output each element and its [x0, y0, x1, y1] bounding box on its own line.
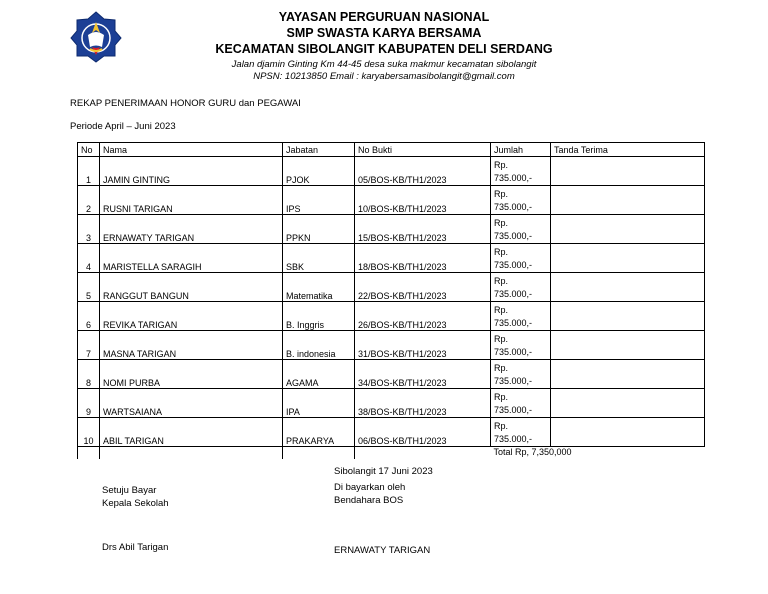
amount-value: 735.000,-: [494, 318, 533, 328]
table-row: [78, 389, 705, 418]
cell-no: 10: [78, 418, 100, 447]
table-header-row: [78, 143, 705, 157]
cell-jabatan: AGAMA: [283, 360, 355, 389]
cell-nama: NOMI PURBA: [100, 360, 283, 389]
cell-tanda-terima: [551, 418, 705, 447]
district-name: KECAMATAN SIBOLANGIT KABUPATEN DELI SERDANG: [215, 42, 553, 56]
header-tanda-terima: Tanda Terima: [551, 143, 705, 157]
cell-jumlah: [491, 157, 551, 186]
cell-jabatan: PPKN: [283, 215, 355, 244]
cell-nama: MARISTELLA SARAGIH: [100, 244, 283, 273]
cell-jumlah: [491, 215, 551, 244]
currency-label: Rp.: [494, 276, 509, 286]
amount-value: 735.000,-: [494, 347, 533, 357]
cell-jabatan: B. indonesia: [283, 331, 355, 360]
cell-no: 3: [78, 215, 100, 244]
cell-jabatan: Matematika: [283, 273, 355, 302]
currency-label: Rp.: [494, 305, 509, 315]
cell-jabatan: SBK: [283, 244, 355, 273]
cell-jumlah: [491, 186, 551, 215]
header-jumlah: Jumlah: [491, 143, 551, 157]
cell-no-bukti: 06/BOS-KB/TH1/2023: [355, 418, 491, 447]
currency-label: Rp.: [494, 218, 509, 228]
principal-title: Kepala Sekolah: [102, 498, 169, 509]
cell-nama: RANGGUT BANGUN: [100, 273, 283, 302]
honor-table: [77, 142, 705, 459]
cell-tanda-terima: [551, 273, 705, 302]
cell-jumlah: [491, 360, 551, 389]
currency-label: Rp.: [494, 160, 509, 170]
cell-jabatan: IPA: [283, 389, 355, 418]
cell-nama: ERNAWATY TARIGAN: [100, 215, 283, 244]
place-date: Sibolangit 17 Juni 2023: [334, 466, 433, 477]
foundation-name: YAYASAN PERGURUAN NASIONAL: [278, 10, 490, 24]
treasurer-name: ERNAWATY TARIGAN: [334, 545, 431, 556]
cell-no-bukti: 34/BOS-KB/TH1/2023: [355, 360, 491, 389]
cell-nama: MASNA TARIGAN: [100, 331, 283, 360]
cell-no: 1: [78, 157, 100, 186]
cell-jumlah: [491, 244, 551, 273]
footer-cell: [283, 447, 355, 460]
header-jabatan: Jabatan: [283, 143, 355, 157]
amount-value: 735.000,-: [494, 173, 533, 183]
table-row: [78, 273, 705, 302]
cell-no: 7: [78, 331, 100, 360]
cell-no: 9: [78, 389, 100, 418]
cell-tanda-terima: [551, 389, 705, 418]
currency-label: Rp.: [494, 334, 509, 344]
table-row: [78, 157, 705, 186]
cell-nama: WARTSAIANA: [100, 389, 283, 418]
cell-jabatan: B. Inggris: [283, 302, 355, 331]
treasurer-title: Bendahara BOS: [334, 495, 404, 506]
header-no: No: [78, 143, 100, 157]
amount-value: 735.000,-: [494, 434, 533, 444]
cell-jabatan: IPS: [283, 186, 355, 215]
cell-no-bukti: 15/BOS-KB/TH1/2023: [355, 215, 491, 244]
document-title: REKAP PENERIMAAN HONOR GURU dan PEGAWAI: [70, 98, 301, 109]
school-contact: NPSN: 10213850 Email : karyabersamasibolangit@gmail.com: [253, 71, 515, 82]
cell-jabatan: PRAKARYA: [283, 418, 355, 447]
document-period: Periode April – Juni 2023: [70, 121, 176, 132]
cell-tanda-terima: [551, 360, 705, 389]
cell-no-bukti: 38/BOS-KB/TH1/2023: [355, 389, 491, 418]
amount-value: 735.000,-: [494, 289, 533, 299]
cell-tanda-terima: [551, 157, 705, 186]
table-row: [78, 360, 705, 389]
cell-nama: RUSNI TARIGAN: [100, 186, 283, 215]
footer-cell: [78, 447, 100, 460]
school-name: SMP SWASTA KARYA BERSAMA: [286, 26, 482, 40]
cell-no: 5: [78, 273, 100, 302]
cell-no-bukti: 31/BOS-KB/TH1/2023: [355, 331, 491, 360]
currency-label: Rp.: [494, 247, 509, 257]
cell-jabatan: PJOK: [283, 157, 355, 186]
currency-label: Rp.: [494, 421, 509, 431]
cell-jumlah: [491, 302, 551, 331]
cell-no-bukti: 18/BOS-KB/TH1/2023: [355, 244, 491, 273]
footer-cell: [355, 447, 491, 460]
cell-tanda-terima: [551, 331, 705, 360]
currency-label: Rp.: [494, 392, 509, 402]
footer-cell: [100, 447, 283, 460]
header-nama: Nama: [100, 143, 283, 157]
cell-jumlah: [491, 331, 551, 360]
cell-nama: ABIL TARIGAN: [100, 418, 283, 447]
paid-by-label: Di bayarkan oleh: [334, 482, 406, 493]
cell-tanda-terima: [551, 186, 705, 215]
cell-tanda-terima: [551, 215, 705, 244]
cell-no: 4: [78, 244, 100, 273]
school-address: Jalan djamin Ginting Km 44-45 desa suka makmur kecamatan sibolangit: [231, 59, 537, 70]
cell-no-bukti: 22/BOS-KB/TH1/2023: [355, 273, 491, 302]
principal-name: Drs Abil Tarigan: [102, 542, 169, 553]
header-no-bukti: No Bukti: [355, 143, 491, 157]
table-row: [78, 302, 705, 331]
amount-value: 735.000,-: [494, 202, 533, 212]
approval-label: Setuju Bayar: [102, 485, 157, 496]
cell-no-bukti: 05/BOS-KB/TH1/2023: [355, 157, 491, 186]
cell-no: 2: [78, 186, 100, 215]
total-amount: Total Rp, 7,350,000: [491, 447, 705, 460]
currency-label: Rp.: [494, 189, 509, 199]
cell-no-bukti: 26/BOS-KB/TH1/2023: [355, 302, 491, 331]
cell-tanda-terima: [551, 244, 705, 273]
cell-jumlah: [491, 273, 551, 302]
table-row: [78, 186, 705, 215]
table-footer-row: [78, 447, 705, 460]
amount-value: 735.000,-: [494, 405, 533, 415]
cell-no: 6: [78, 302, 100, 331]
cell-jumlah: [491, 389, 551, 418]
table-row: [78, 418, 705, 447]
table-row: [78, 244, 705, 273]
cell-jumlah: [491, 418, 551, 447]
amount-value: 735.000,-: [494, 376, 533, 386]
cell-nama: REVIKA TARIGAN: [100, 302, 283, 331]
table-row: [78, 215, 705, 244]
amount-value: 735.000,-: [494, 260, 533, 270]
currency-label: Rp.: [494, 363, 509, 373]
cell-nama: JAMIN GINTING: [100, 157, 283, 186]
cell-no-bukti: 10/BOS-KB/TH1/2023: [355, 186, 491, 215]
cell-no: 8: [78, 360, 100, 389]
cell-tanda-terima: [551, 302, 705, 331]
amount-value: 735.000,-: [494, 231, 533, 241]
table-row: [78, 331, 705, 360]
